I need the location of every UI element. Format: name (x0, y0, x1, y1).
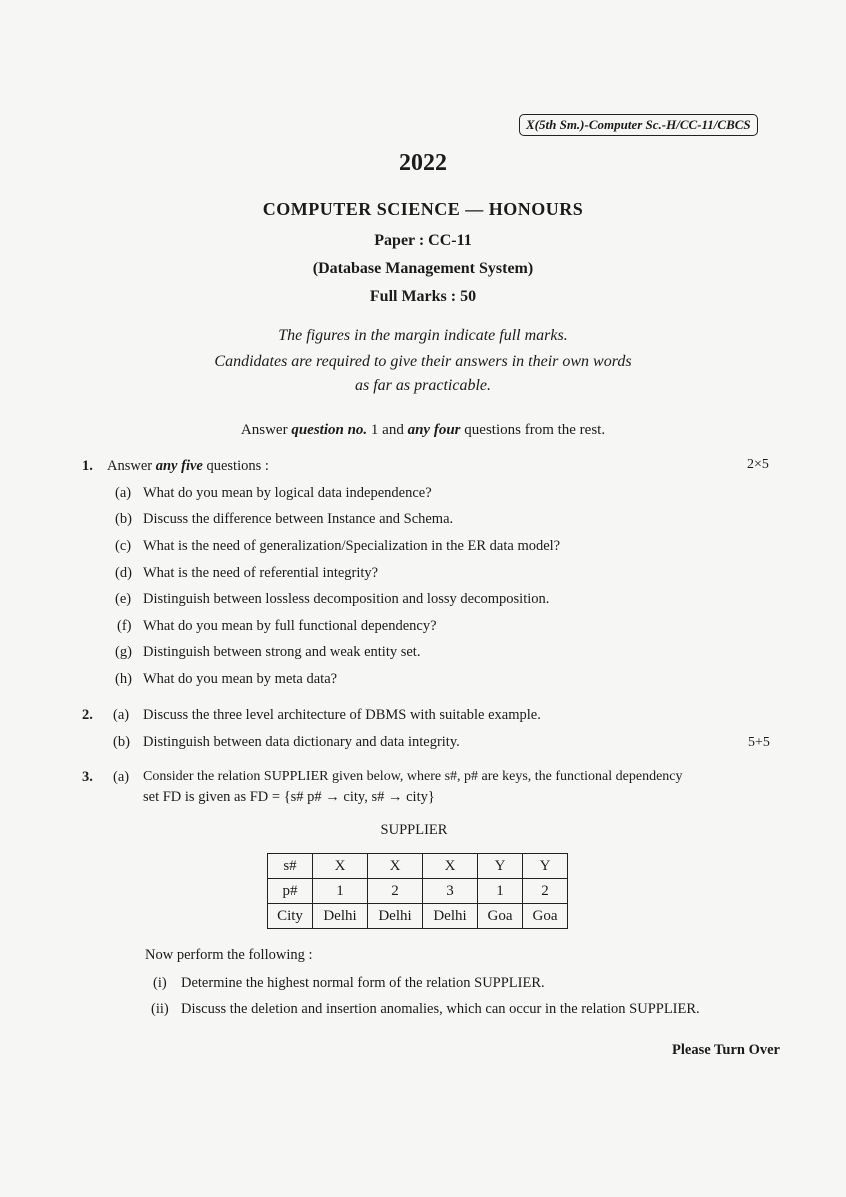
q1-item-text: Distinguish between lossless decomposition and lossy decomposition. (143, 591, 550, 607)
supplier-table (267, 853, 568, 929)
q3-sub-text: Discuss the deletion and insertion anomalies, which can occur in the relation SUPPLIER. (181, 1001, 700, 1017)
q2-marks: 5+5 (748, 735, 770, 750)
q1-item-text: What is the need of referential integrity? (143, 565, 379, 581)
q1-item-label: (g) (115, 644, 132, 660)
q1-item-label: (f) (117, 618, 132, 634)
answer-part-1: Answer (240, 422, 292, 438)
q1-item-text: What is the need of generalization/Specialization in the ER data model? (143, 538, 561, 554)
instruction-line-3: as far as practicable. (355, 377, 491, 394)
q1-item-text: What do you mean by meta data? (143, 671, 338, 687)
table-cell: Delhi (368, 904, 423, 929)
table-row (268, 854, 568, 879)
q3-a-text-line-1: Consider the relation SUPPLIER given below, where s#, p# are keys, the functional dependency (143, 769, 683, 784)
q1-item-label: (h) (115, 671, 132, 687)
q1-number: 1. (82, 458, 93, 474)
instruction-line-2: Candidates are required to give their answers in their own words (214, 353, 632, 370)
q1-item-text: Discuss the difference between Instance and Schema. (143, 511, 454, 527)
q3-sub-label: (i) (153, 975, 167, 991)
q1-item-label: (d) (115, 565, 132, 581)
q3-a-label: (a) (113, 769, 130, 785)
course-name: (Database Management System) (312, 260, 534, 277)
answer-emph-2: any four (407, 422, 461, 438)
table-cell: City (268, 904, 313, 929)
q3-sub-label: (ii) (151, 1001, 169, 1017)
table-row (268, 879, 568, 904)
q3-follow-text: Now perform the following : (145, 947, 313, 963)
table-cell: 2 (523, 879, 568, 904)
full-marks: Full Marks : 50 (369, 288, 477, 305)
q3-a-text-line-2: set FD is given as FD = {s# p# → city, s# → city} (143, 789, 435, 805)
q1-item-label: (a) (115, 485, 132, 501)
table-cell: p# (268, 879, 313, 904)
q1-lead (107, 458, 269, 475)
q3-sub-text: Determine the highest normal form of the relation SUPPLIER. (181, 975, 545, 991)
q1-item-label: (b) (115, 511, 132, 527)
table-cell: 1 (478, 879, 523, 904)
answer-part-2: 1 and (367, 422, 408, 438)
q1-lead-emph: any five (155, 458, 203, 474)
answer-part-3: questions from the rest. (460, 422, 606, 438)
table-cell: X (313, 854, 368, 879)
q1-lead-text: Answer (107, 458, 156, 474)
q1-item-text: What do you mean by logical data independence? (143, 485, 432, 501)
instruction-line-1: The figures in the margin indicate full marks. (278, 327, 568, 344)
q1-lead-tail: questions : (202, 458, 269, 474)
table-cell: s# (268, 854, 313, 879)
q1-item-label: (c) (115, 538, 132, 554)
q1-item-text: What do you mean by full functional dependency? (143, 618, 437, 634)
q1-item-label: (e) (115, 591, 132, 607)
please-turn-over: Please Turn Over (672, 1042, 780, 1058)
q2-item-text: Discuss the three level architecture of DBMS with suitable example. (143, 707, 541, 723)
table-cell: Y (523, 854, 568, 879)
table-cell: X (368, 854, 423, 879)
q2-item-text: Distinguish between data dictionary and data integrity. (143, 734, 460, 750)
q2-item-label: (b) (113, 734, 130, 750)
paper-code: X(5th Sm.)-Computer Sc.-H/CC-11/CBCS (519, 114, 758, 136)
q2-number: 2. (82, 707, 93, 723)
table-cell: Goa (523, 904, 568, 929)
table-cell: 1 (313, 879, 368, 904)
table-cell: X (423, 854, 478, 879)
table-cell: Delhi (423, 904, 478, 929)
table-cell: Delhi (313, 904, 368, 929)
table-cell: 2 (368, 879, 423, 904)
q2-item-label: (a) (113, 707, 130, 723)
exam-year: 2022 (399, 150, 447, 176)
q1-marks: 2×5 (747, 457, 769, 472)
table-cell: Goa (478, 904, 523, 929)
paper-number: Paper : CC-11 (374, 232, 472, 249)
table-cell: 3 (423, 879, 478, 904)
subject-title: COMPUTER SCIENCE — HONOURS (262, 199, 584, 219)
answer-emph-1: question no. (291, 422, 368, 438)
q3-number: 3. (82, 769, 93, 785)
table-cell: Y (478, 854, 523, 879)
q1-item-text: Distinguish between strong and weak entity set. (143, 644, 421, 660)
table-row (268, 904, 568, 929)
answer-instruction (0, 422, 846, 439)
table-caption: SUPPLIER (380, 822, 448, 838)
